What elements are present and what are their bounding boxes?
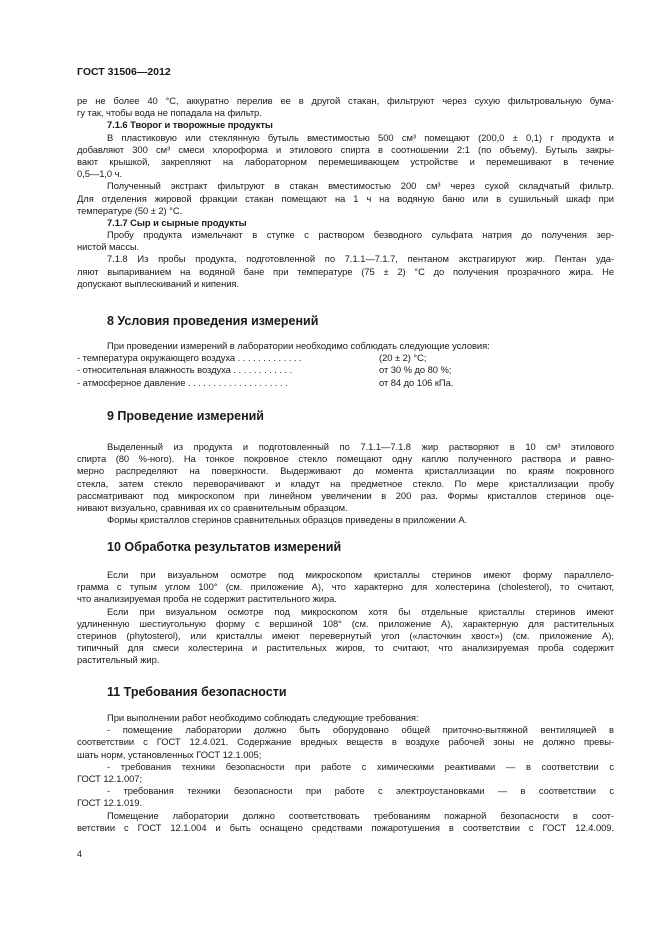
text-line: нистой массы. [77, 241, 140, 253]
text-line: 0,5—1,0 ч. [77, 168, 123, 180]
text-line: рассматривают под микроскопом при линейном увеличении в 200 раз. Формы кристаллов стеринов оце- [77, 489, 614, 501]
text-line: типичный для смеси холестерина и растительных жиров, то считают, что анализируемая проба содержит [77, 642, 614, 654]
text-line: Если при визуальном осмотре под микроскопом кристаллы стеринов имеют форму параллело- [107, 569, 614, 580]
condition-value: от 30 % до 80 %; [379, 364, 452, 376]
condition-label: - температура окружающего воздуха . . . . . . . . . . . . . [77, 352, 302, 364]
text-line: добавляют 300 см³ смеси хлороформа и этилового спирта в соотношении 2:1 (по объему). Бутыль закры- [77, 143, 614, 155]
condition-label: - относительная влажность воздуха . . . . . . . . . . . . [77, 364, 293, 376]
text-line: При выполнении работ необходимо соблюдать следующие требования: [107, 712, 419, 723]
section-8-heading: 8 Условия проведения измерений [107, 314, 319, 328]
text-line: Помещение лаборатории должно соответствовать требованиям пожарной безопасности в соот- [107, 809, 614, 821]
text-line: вают крышкой, закрепляют на лабораторном перемешивающем устройстве и перемешивают в течение [77, 155, 614, 167]
section-9-body [77, 441, 614, 526]
text-line: В пластиковую или стеклянную бутыль вместимостью 500 см³ помещают (200,0 ± 0,1) г продукта и [107, 131, 614, 143]
section-11-body [77, 712, 614, 834]
section-10-body [77, 569, 614, 667]
text-line: гу так, чтобы вода не попадала на фильтр. [77, 107, 262, 119]
text-line: - требования техники безопасности при работе с химическими реактивами — в соответствии с [107, 760, 614, 772]
text-line: ляют выпариванием на водяной бане при температуре (75 ± 2) °С до получения прозрачного жира. Не [77, 265, 614, 277]
text-line: Полученный экстракт фильтруют в стакан вместимостью 200 см³ через сухой складчатый фильтр. [107, 180, 614, 192]
condition-item [77, 364, 614, 376]
text-line: Выделенный из продукта и подготовленный по 7.1.1—7.1.8 жир растворяют в 10 см³ этилового [107, 441, 614, 452]
page-number: 4 [77, 849, 83, 859]
text-line: ГОСТ 12.1.007; [77, 772, 143, 784]
conditions-intro: При проведении измерений в лаборатории необходимо соблюдать следующие условия: [107, 340, 490, 351]
subsection-heading: 7.1.6 Творог и творожные продукты [107, 119, 273, 131]
section-8-body [77, 340, 614, 389]
text-line: Пробу продукта измельчают в ступке с раствором безводного сульфата натрия до получения зер- [107, 229, 614, 241]
document-header: ГОСТ 31506—2012 [77, 66, 171, 78]
text-line: ре не более 40 °С, аккуратно перелив ее в другой стакан, фильтруют через сухую фильтровальную бума- [77, 95, 614, 106]
condition-value: от 84 до 106 кПа. [379, 376, 454, 388]
section-7-continuation [77, 95, 614, 290]
condition-value: (20 ± 2) °С; [379, 352, 427, 364]
text-line: нивают визуально, сравнивая их со сравнительным образцом. [77, 501, 348, 513]
text-line: что анализируемая проба не содержит растительного жира. [77, 593, 337, 605]
text-line: стеринов (phytosterol), или кристаллы имеют перевернутый угол («ласточкин хвост») (см. приложение А), [77, 629, 614, 641]
text-line: стекла, затем стекло переворачивают и кладут на предметное стекло. По мере кристаллизации пробу [77, 477, 614, 489]
condition-item [77, 377, 614, 389]
text-line: - помещение лаборатории должно быть оборудовано общей приточно-вытяжной вентиляцией в [107, 724, 614, 736]
text-line: соответствии с ГОСТ 12.4.021. Содержание вредных веществ в воздухе рабочей зоны не должно превы- [77, 736, 614, 748]
condition-item [77, 352, 614, 364]
text-line: Для отделения жировой фракции стакан помещают на 1 ч на водяную баню или в сушильный шкаф при [77, 192, 614, 204]
text-line: ветствии с ГОСТ 12.1.004 и быть оснащено средствами пожаротушения в соответствии с ГОСТ 12.4.009. [77, 821, 614, 833]
section-9-heading: 9 Проведение измерений [107, 409, 264, 423]
text-line: допускают выплескиваний и кипения. [77, 277, 239, 289]
condition-label: - атмосферное давление . . . . . . . . . . . . . . . . . . . . [77, 376, 288, 388]
text-line: мерно распределяют на поверхности. Выдерживают до момента кристаллизации по краям покровного [77, 465, 614, 477]
text-line: растительный жир. [77, 654, 160, 666]
text-line: Если при визуальном осмотре под микроскопом хотя бы отдельные кристаллы стеринов имеют [107, 605, 614, 617]
text-line: температуре (50 ± 2) °С. [77, 204, 183, 216]
section-10-heading: 10 Обработка результатов измерений [107, 540, 342, 554]
text-line: 7.1.8 Из пробы продукта, подготовленной по 7.1.1—7.1.7, пентаном экстрагируют жир. Пентан уда- [107, 253, 614, 265]
text-line: Формы кристаллов стеринов сравнительных образцов приведены в приложении А. [107, 514, 468, 526]
subsection-heading: 7.1.7 Сыр и сырные продукты [107, 216, 247, 228]
text-line: шать норм, установленных ГОСТ 12.1.005; [77, 748, 262, 760]
section-11-heading: 11 Требования безопасности [107, 685, 287, 699]
text-line: удлиненную шестиугольную форму с вершиной 108° (см. приложение А), характерную для растительных [77, 617, 614, 629]
text-line: ГОСТ 12.1.019. [77, 797, 143, 809]
text-line: - требования техники безопасности при работе с электроустановками — в соответствии с [107, 785, 614, 797]
text-line: грамма с тупым углом 100° (см. приложение А), что характерно для холестерина (cholesterol), то считают, [77, 581, 614, 593]
text-line: спирта (80 %-ного). На тонкое покровное стекло помещают одну каплю полученного раствора и равно- [77, 453, 614, 465]
